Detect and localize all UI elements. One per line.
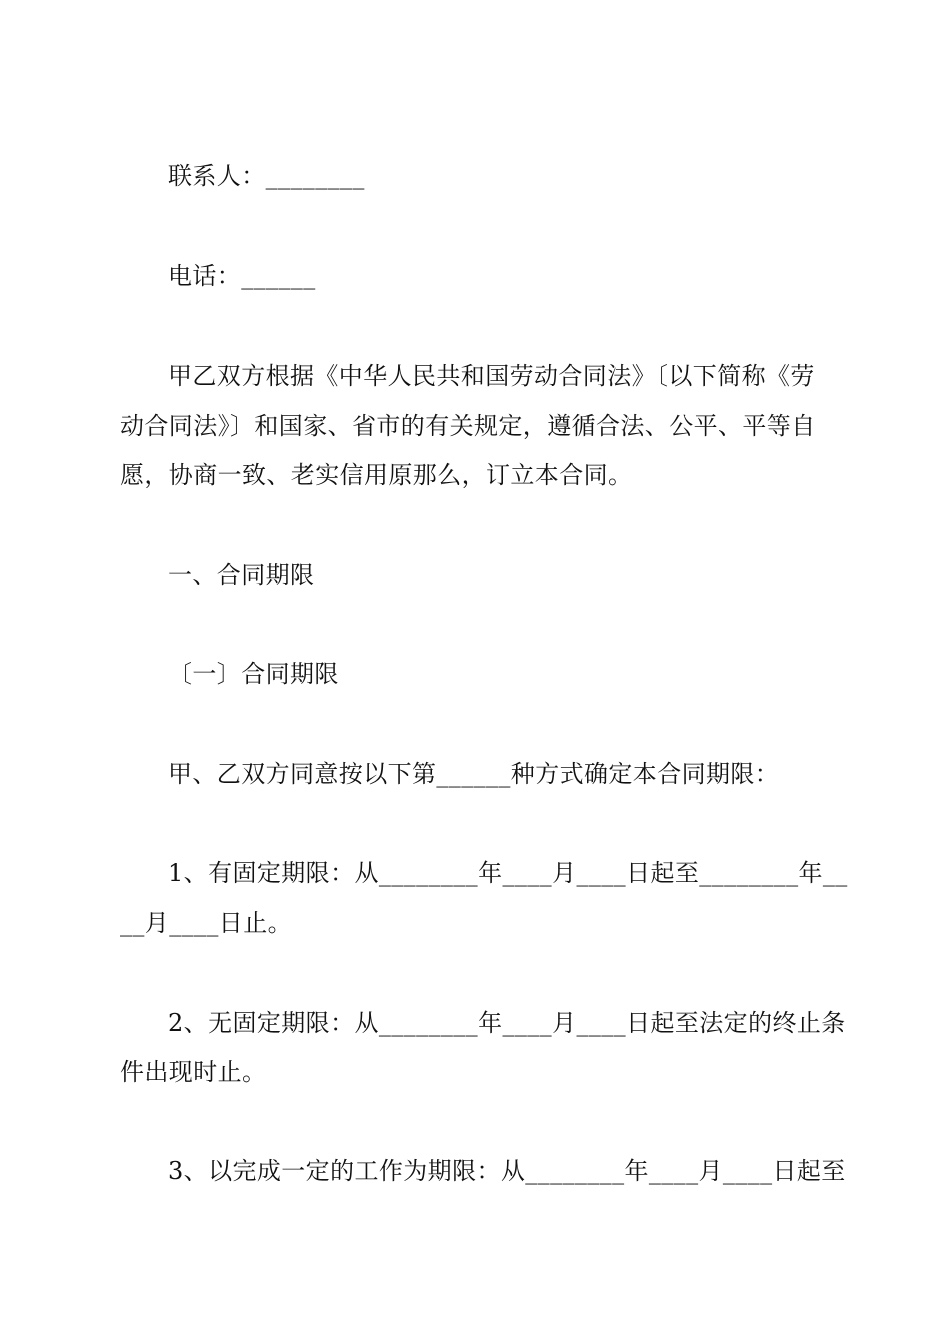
item-open-term-line-2: 件出现时止。 — [120, 1058, 267, 1086]
term-method-agreement: 甲、乙双方同意按以下第______种方式确定本合同期限： — [168, 760, 780, 788]
item-fixed-term-line-2: __月____日止。 — [120, 909, 292, 937]
section-heading-contract-term: 一、合同期限 — [168, 561, 315, 589]
item-task-term-line-1: 3、以完成一定的工作为期限：从________年____月____日起至 — [168, 1157, 846, 1185]
item-open-term-line-1: 2、无固定期限：从________年____月____日起至法定的终止条 — [168, 1009, 846, 1037]
intro-paragraph-line-1: 甲乙双方根据《中华人民共和国劳动合同法》〔以下简称《劳 — [168, 362, 815, 390]
item-fixed-term-line-1: 1、有固定期限：从________年____月____日起至________年__ — [168, 859, 848, 887]
intro-paragraph-line-3: 愿，协商一致、老实信用原那么，订立本合同。 — [120, 461, 633, 489]
phone-line: 电话：______ — [168, 262, 316, 290]
contact-person-line: 联系人：________ — [168, 162, 365, 190]
subsection-heading-contract-term: 〔一〕合同期限 — [168, 660, 339, 688]
intro-paragraph-line-2: 动合同法》〕和国家、省市的有关规定，遵循合法、公平、平等自 — [120, 412, 816, 440]
